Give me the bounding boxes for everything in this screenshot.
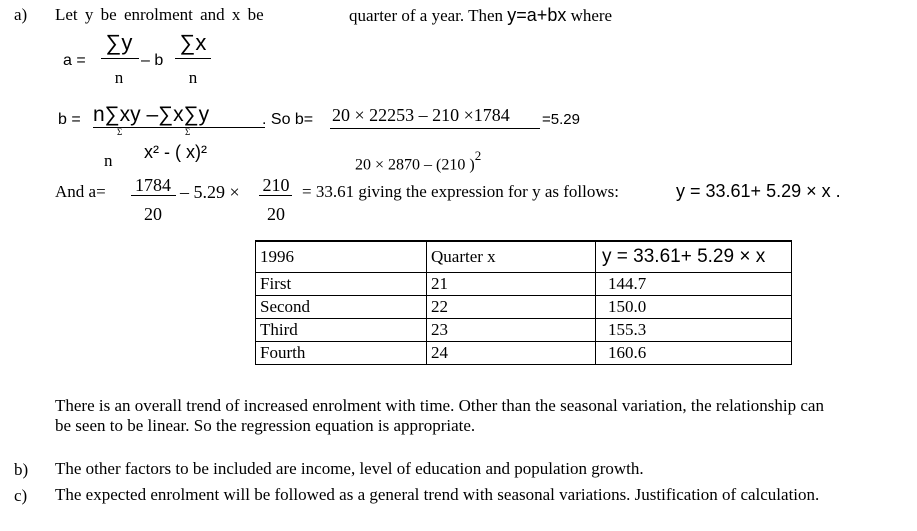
a-formula-bar2 (175, 58, 211, 59)
b-calc-result: =5.29 (542, 111, 580, 128)
table-header-cell: Quarter x (427, 241, 596, 273)
regression-table (255, 240, 792, 365)
table-row (256, 342, 792, 365)
b-formula-den-n: n (104, 151, 113, 170)
a-value-num1: 1784 (135, 175, 171, 195)
a-value-den1: 20 (144, 204, 162, 224)
b-formula-sigma1: Σ (117, 127, 123, 137)
b-formula-sigma2: Σ (185, 127, 191, 137)
intro-left-text: Let y be enrolment and x be (55, 5, 264, 24)
table-header-cell: y = 33.61+ 5.29 × x (596, 241, 792, 273)
regression-expression: y = 33.61+ 5.29 × x . (676, 181, 841, 201)
table-cell: 21 (427, 273, 596, 296)
a-formula-lhs: a = (63, 52, 86, 69)
table-cell: First (256, 273, 427, 296)
intro-right-text: quarter of a year. Then (349, 6, 508, 25)
table-cell: 150.0 (596, 296, 792, 319)
part-c-text: The expected enrolment will be followed as a general trend with seasonal variations. Justification of calculation. (55, 485, 820, 504)
a-value-bar2 (259, 195, 292, 196)
table-header-cell: 1996 (256, 241, 427, 273)
a-value-result: = 33.61 giving the expression for y as follows: (302, 182, 619, 201)
part-b-text: The other factors to be included are income, level of education and population growth. (55, 459, 644, 478)
a-value-bar1 (131, 195, 176, 196)
a-formula-bar1 (101, 58, 139, 59)
a-formula-den2: n (188, 68, 198, 87)
a-formula-num2: ∑x (179, 30, 207, 55)
table-cell: Fourth (256, 342, 427, 365)
table-row (256, 319, 792, 342)
a-formula-num1: ∑y (105, 30, 133, 55)
table-cell: 23 (427, 319, 596, 342)
b-calc-den-exponent: 2 (474, 148, 482, 163)
b-formula-den-rest: x² - ( x)² (144, 142, 207, 162)
table-cell: 24 (427, 342, 596, 365)
b-calc-den-text: 20 × 2870 – (210 ) (355, 156, 475, 174)
intro-equation: y=a+bx (507, 5, 567, 25)
part-b-label: b) (14, 460, 29, 479)
a-value-lead: And a= (55, 182, 106, 201)
b-formula-bar (93, 127, 265, 128)
table-row (256, 273, 792, 296)
a-value-den2: 20 (267, 204, 285, 224)
b-calc-numerator: 20 × 22253 – 210 ×1784 (332, 105, 510, 125)
intro-right-end: where (566, 6, 613, 25)
trend-paragraph: There is an overall trend of increased enrolment with time. Other than the seasonal variation, the relationship can be seen to be linear. So the regression equation is appropriate. (55, 396, 824, 435)
a-value-num2: 210 (262, 175, 290, 195)
table-cell: 160.6 (596, 342, 792, 365)
a-formula-den1: n (114, 68, 124, 87)
a-value-mid: – 5.29 × (180, 182, 240, 202)
b-formula-numerator: n∑xy –∑x∑y (93, 103, 210, 126)
table-cell: 22 (427, 296, 596, 319)
b-formula-lhs: b = (58, 111, 81, 128)
part-a-label: a) (14, 5, 28, 24)
table-cell: Third (256, 319, 427, 342)
table-cell: 144.7 (596, 273, 792, 296)
b-calc-bar (330, 128, 540, 129)
a-formula-minus-b: – b (141, 52, 164, 69)
b-calc-denominator (355, 148, 482, 174)
table-header-row (256, 241, 792, 273)
intro-right (349, 6, 612, 24)
table-cell: 155.3 (596, 319, 792, 342)
part-c-label: c) (14, 486, 28, 505)
table-row (256, 296, 792, 319)
b-so-text: . So b= (262, 111, 314, 128)
table-cell: Second (256, 296, 427, 319)
